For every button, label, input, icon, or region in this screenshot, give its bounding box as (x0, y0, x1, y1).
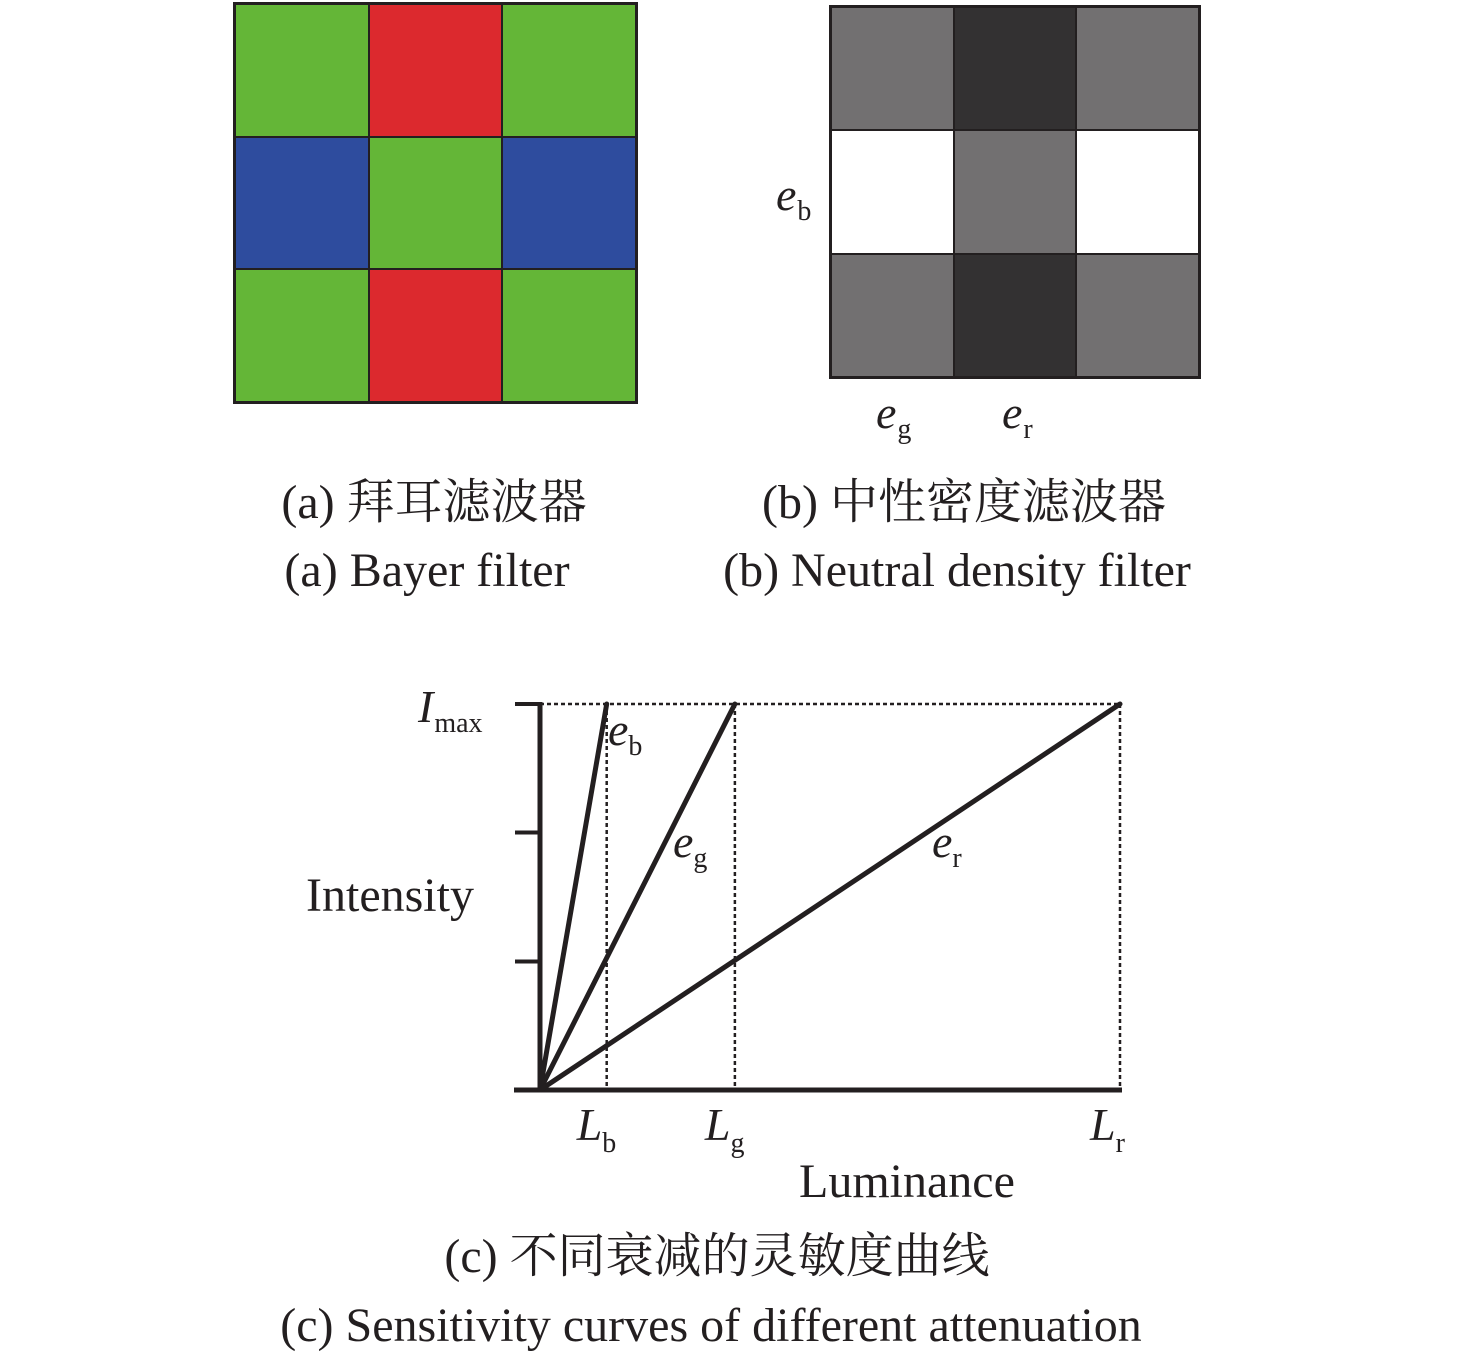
nd-label-er: $e_r$ (1002, 387, 1033, 445)
caption-c-cn: (c) 不同衰减的灵敏度曲线 (444, 1230, 990, 1283)
x-tick-label-Lr: $L_r$ (1090, 1099, 1125, 1159)
caption-c-en: (c) Sensitivity curves of different attenuation (280, 1299, 1142, 1352)
x-tick-label-Lb: $L_b$ (576, 1099, 617, 1159)
nd-label-eg: $e_g$ (876, 387, 912, 445)
series-line-eb (540, 704, 607, 1090)
caption-a-cn: (a) 拜耳滤波器 (281, 476, 587, 529)
caption-b-cn: (b) 中性密度滤波器 (762, 476, 1166, 529)
x-axis-title: Luminance (799, 1155, 1015, 1208)
nd-label-eb: $e_b$ (776, 169, 812, 227)
series-label-eb: $e_b$ (608, 704, 643, 762)
caption-b-en: (b) Neutral density filter (723, 544, 1191, 597)
y-max-label: $I_{max}$ (418, 681, 483, 739)
y-axis-title: Intensity (306, 869, 474, 922)
series-line-er (540, 704, 1120, 1090)
x-tick-label-Lg: $L_g$ (704, 1099, 745, 1159)
caption-a-en: (a) Bayer filter (284, 544, 570, 597)
series-label-er: $e_r$ (932, 816, 962, 874)
series-label-eg: $e_g$ (673, 816, 708, 874)
